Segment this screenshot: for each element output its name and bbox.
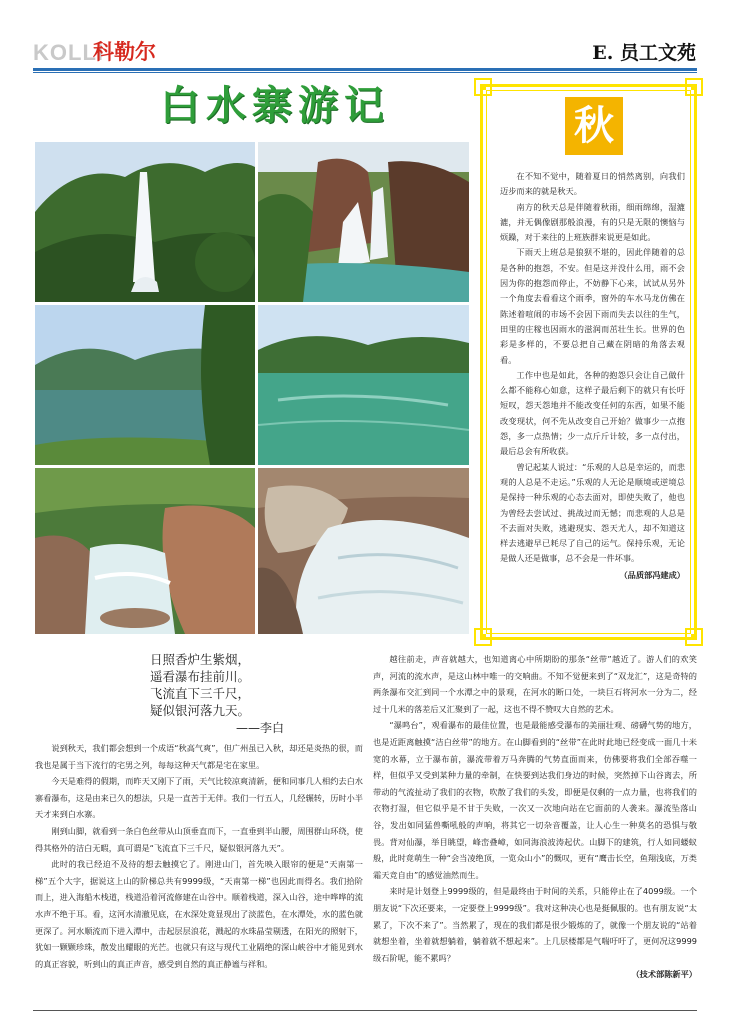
poem-line: 遥看瀑布挂前川。 — [150, 669, 251, 684]
corner-ornament-icon — [685, 78, 703, 96]
article-paragraph: 今天是难得的假期，而昨天又刚下了雨，天气比较凉爽清新，便和同事几人相约去白水寨看瀑布，这是由来已久的想法，只是一直苦于无伴。我们一行五人，几经辗转，历时小半天才来到白水寨。 — [35, 776, 363, 820]
poem — [150, 651, 300, 719]
corner-ornament-icon — [474, 628, 492, 646]
waterfall-mountain-photo — [35, 142, 255, 302]
section-label: E. 员工文苑 — [592, 42, 696, 64]
autumn-paragraph: 南方的秋天总是伴随着秋雨，细雨绵绵，湿漉漉，并无偶像剧那般浪漫，有的只是无限的懊恼与烦躁，对于来往的上班族群来说更是如此。 — [500, 201, 685, 243]
poem-line: 疑似银河落九天。 — [150, 703, 251, 718]
autumn-signature: （品质部冯建成） — [619, 569, 685, 580]
poem-line: 日照香炉生紫烟， — [150, 652, 251, 667]
article-signature: （技术部陈新平） — [631, 969, 697, 980]
article-paragraph: 说到秋天，我们都会想到一个成语“秋高气爽”，但广州虽已入秋，却还是炎热的很，而我也是属于当下流行的宅男之列，每每这种天气都是宅在家里。 — [35, 743, 363, 770]
article-paragraph: 刚到山脚，就看到一条白色丝带从山顶垂直而下，一直垂到半山腰，周围群山环绕，使得其格外的洁白无暇，真可谓是“飞流直下三千尺，疑似银河落九天”。 — [35, 825, 363, 853]
article-title: 白水寨游记 — [160, 82, 390, 129]
article-paragraph: “瀑鸣台”，观看瀑布的最佳位置，也是最能感受瀑布的美丽壮观、磅礴气势的地方，也是近距离触摸“洁白丝带”的地方。在山脚看到的“丝带”在此时此地已经变成一面几十米宽的水幕，立于瀑布前，瀑流带着万马奔腾的气势直面而来，仿佛要将我们全部吞噬一样，但似乎又受到某种力量的牵制，在快要到达我们身边的时候，突然掉下山谷离去，所带动的气流扯动了我们的衣物，吹散了我们的头发，即便是仅剩的一点力量，也将我们的衣物打湿，但它似乎是不甘于失败，一次又一次地向站在它面前的人袭来。瀑流坠落山谷，发出如同猛兽嘶吼般的声响，将其它一切杂音覆盖，让人心生一种莫名的恐惧与敬畏。背对仙瀑，举目眺望，峰峦叠嶂，如同海浪波涛起伏。山脚下的建筑，行人如同蝼蚁般，此时竟萌生一种“会当凌绝顶，一览众山小”的慨叹，更有“鹰击长空，鱼翔浅底，万类霜天竞自由”的感觉油然而生。 — [373, 720, 697, 880]
article-paragraph: 越往前走，声音就越大，也知道离心中所期盼的那条“丝带”越近了。游人们的欢笑声，河流的流水声，是这山林中唯一的交响曲。不知不觉便来到了“双龙汇”，这是奇特的两条瀑布交汇到同一个水潭之中的景观，在河水的断口处，一块巨石将河水一分为二，经过十几米的落差后又汇聚到了一起，这也不得不赞叹大自然的艺术。 — [373, 654, 697, 714]
article-paragraph: 此时的我已经迫不及待的想去触摸它了。刚进山门，首先映入眼帘的便是“天南第一梯”五个大字，据说这上山的阶梯总共有9999级，“天南第一梯”也因此而得名。我们拾阶而上，进入海船木栈道，栈道沿着河流修建在山谷中。顺着栈道，深入山谷，途中哗哗的流水声不绝于耳。看，这河水清澈见底，在水深处竟显现出了淡蓝色，在水潭处，水的蓝色就更深了。河水顺流而下进入潭中，击起层层浪花，溅起的水珠晶莹剔透，在阳光的照射下，犹如一颗颗珍珠，散发出耀眼的光芒。也就只有这与现代工业隔绝的深山峡谷中才能见到水的真正容貌，听到山的真正声音，感受到自然的真正静谧与祥和。 — [35, 859, 363, 969]
footer-rule — [33, 1010, 697, 1011]
brand-logo-text: 科勒尔 — [93, 40, 156, 64]
header-rule — [33, 68, 697, 71]
corner-ornament-icon — [474, 78, 492, 96]
article-right-column — [373, 651, 697, 982]
poem-author: ——李白 — [236, 721, 285, 735]
mountain-lake-photo — [35, 305, 255, 465]
autumn-title-badge: 秋 — [565, 97, 623, 155]
autumn-paragraph: 曾记起某人说过：“乐观的人总是幸运的，而悲观的人总是不走运。”乐观的人无论是顺境或逆境总是保持一种乐观的心态去面对，即使失败了，他也为曾经去尝试过、挑战过而无憾；而悲观的人总是不去面对失败，逃避现实、怨天尤人，却不知道这样去逃避早已耗尽了自己的运气。保持乐观，无论是做人还是做事，总不会是一件坏事。 — [500, 461, 685, 564]
twin-waterfall-photo — [258, 142, 469, 302]
autumn-paragraph: 在不知不觉中，随着夏日的悄然离别，向我们迈步而来的就是秋天。 — [500, 171, 685, 197]
autumn-paragraph: 工作中也是如此，各种的抱怨只会让自己做什么都不能称心如意，这样子最后剩下的就只有长吁短叹，怨天怨地并不能改变任何的东西，如果不能改变现状，何不先从改变自己开始？做事少一点抱怨，多一点热情；少一点斤斤计较，多一点付出，最后总会有所收获。 — [500, 369, 685, 457]
header-rule-thin — [33, 72, 697, 73]
green-lake-photo — [258, 305, 469, 465]
autumn-paragraph: 下雨天上班总是狼狈不堪的，因此伴随着的总是各种的抱怨，不安。但是这并没什么用，雨不会因为你的抱怨而停止，不妨静下心来，试试从另外一个角度去看看这个雨季，窗外的车水马龙仿佛在陈述着喧闹的市场不会因下雨而失去以往的生气，田里的庄稼也因雨水的滋润而茁壮生长。世界的色彩是多样的，不要总把自己藏在阴暗的角落去观看。 — [500, 247, 685, 365]
river-rocks-photo — [35, 468, 255, 634]
corner-ornament-icon — [685, 628, 703, 646]
rapids-photo — [258, 468, 469, 634]
autumn-essay-body — [500, 169, 685, 583]
poem-line: 飞流直下三千尺， — [150, 686, 251, 701]
brand-latin: KOLLI — [33, 40, 104, 65]
article-paragraph: 来时是计划登上9999级的，但是最终由于时间的关系，只能停止在了4099级。一个朋友说“下次还要来，一定要登上9999级”。我对这种决心也是挺佩服的。也有朋友说“太累了，下次不来了”。当然累了，现在的我们都是很少锻炼的了，就像一个朋友说的“站着就想坐着，坐着就想躺着，躺着就不想起来”。上几层楼都是气喘吁吁了，更何况这9999级石阶呢，能不累吗？ — [373, 886, 697, 963]
article-left-column — [35, 740, 363, 972]
